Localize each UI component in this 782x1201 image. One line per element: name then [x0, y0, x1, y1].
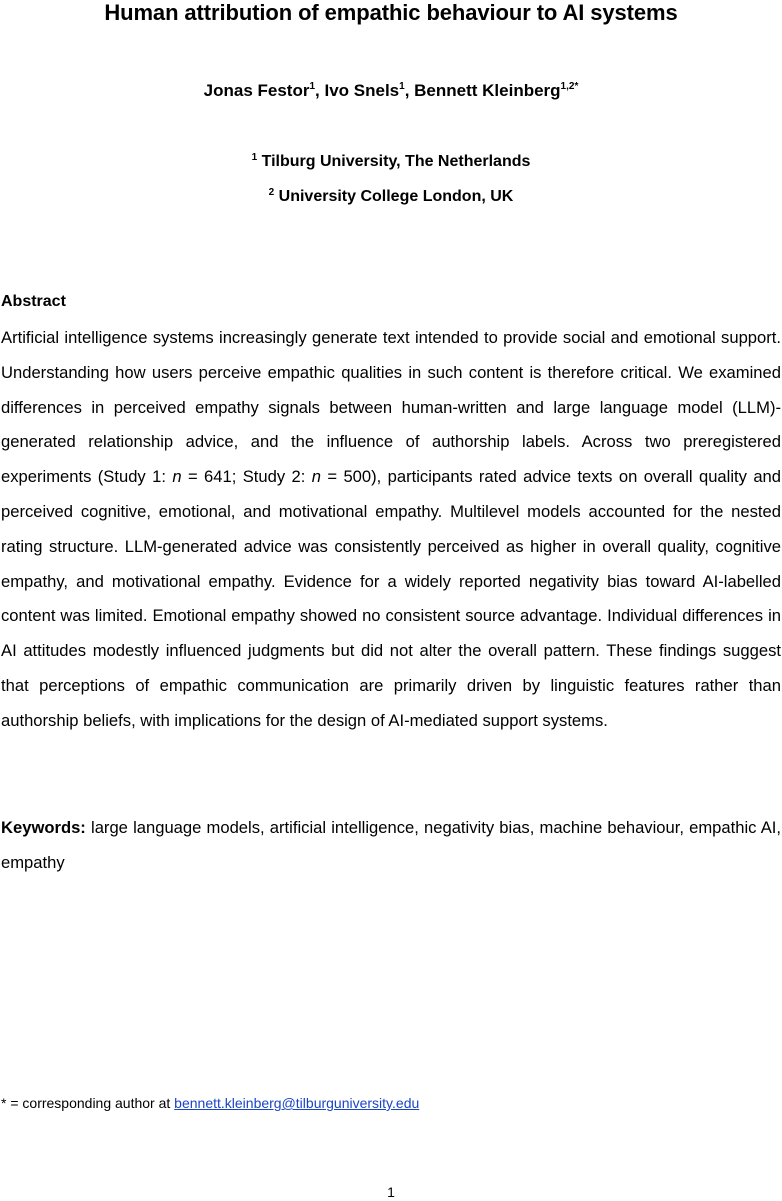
abstract-text: Artificial intelligence systems increasingly generate text intended to provide social and emotional support. Understanding how users perceive empathic qualities in such content is therefore critical. We examined differences in perceived empathy signals between human-written and large language model (LLM)-generated relationship advice, and the influence of authorship labels. Across two preregistered experiments (Study 1:: [1, 328, 781, 487]
author-separator: ,: [404, 81, 415, 100]
author: Ivo Snels: [324, 81, 400, 100]
affiliation-text: Tilburg University, The Netherlands: [257, 153, 531, 170]
author: Jonas Festor: [203, 81, 310, 100]
footnote-text: * = corresponding author at: [1, 1095, 175, 1111]
corresponding-author-footnote: [1, 1093, 419, 1113]
affiliation: [0, 151, 782, 173]
abstract-body: [1, 321, 781, 739]
author: Bennett Kleinberg: [414, 81, 561, 100]
author-list: [0, 80, 782, 102]
abstract-text: = 500), participants rated advice texts on overall quality and perceived cognitive, emotional, and motivational empathy. Multilevel models accounted for the nested rating structure. LLM-generated advice was consistently perceived as higher in overall quality, cognitive empathy, and motivational empathy. Evidence for a widely reported negativity bias toward AI-labelled content was limited. Emotional empathy showed no consistent source advantage. Individual differences in AI attitudes modestly influenced judgments but did not alter the overall pattern. These findings suggest that perceptions of empathic communication are primarily driven by linguistic features rather than authorship beliefs, with implications for the design of AI-mediated support systems.: [1, 467, 782, 730]
author-affiliation-marker: 1: [399, 81, 405, 92]
author-affiliation-marker: 1,2*: [560, 81, 579, 92]
affiliation: [0, 186, 782, 208]
affiliation-text: University College London, UK: [274, 188, 514, 205]
page-number: 1: [387, 1184, 395, 1200]
affiliation-marker: 1: [251, 152, 258, 163]
keywords-text: large language models, artificial intelligence, negativity bias, machine behaviour, empathic AI, empathy: [1, 818, 781, 872]
corresponding-email-link[interactable]: bennett.kleinberg@tilburguniversity.edu: [174, 1095, 420, 1111]
paper-title: Human attribution of empathic behaviour to AI systems: [104, 0, 678, 25]
abstract-italic-n: n: [172, 467, 182, 487]
abstract-italic-n: n: [311, 467, 321, 487]
affiliation-marker: 2: [268, 187, 275, 198]
abstract-heading: Abstract: [1, 293, 66, 310]
abstract-text: = 641; Study 2:: [181, 467, 312, 487]
keywords: [1, 811, 781, 881]
keywords-label: Keywords:: [1, 818, 86, 837]
author-separator: ,: [315, 81, 325, 100]
author-affiliation-marker: 1: [309, 81, 316, 92]
